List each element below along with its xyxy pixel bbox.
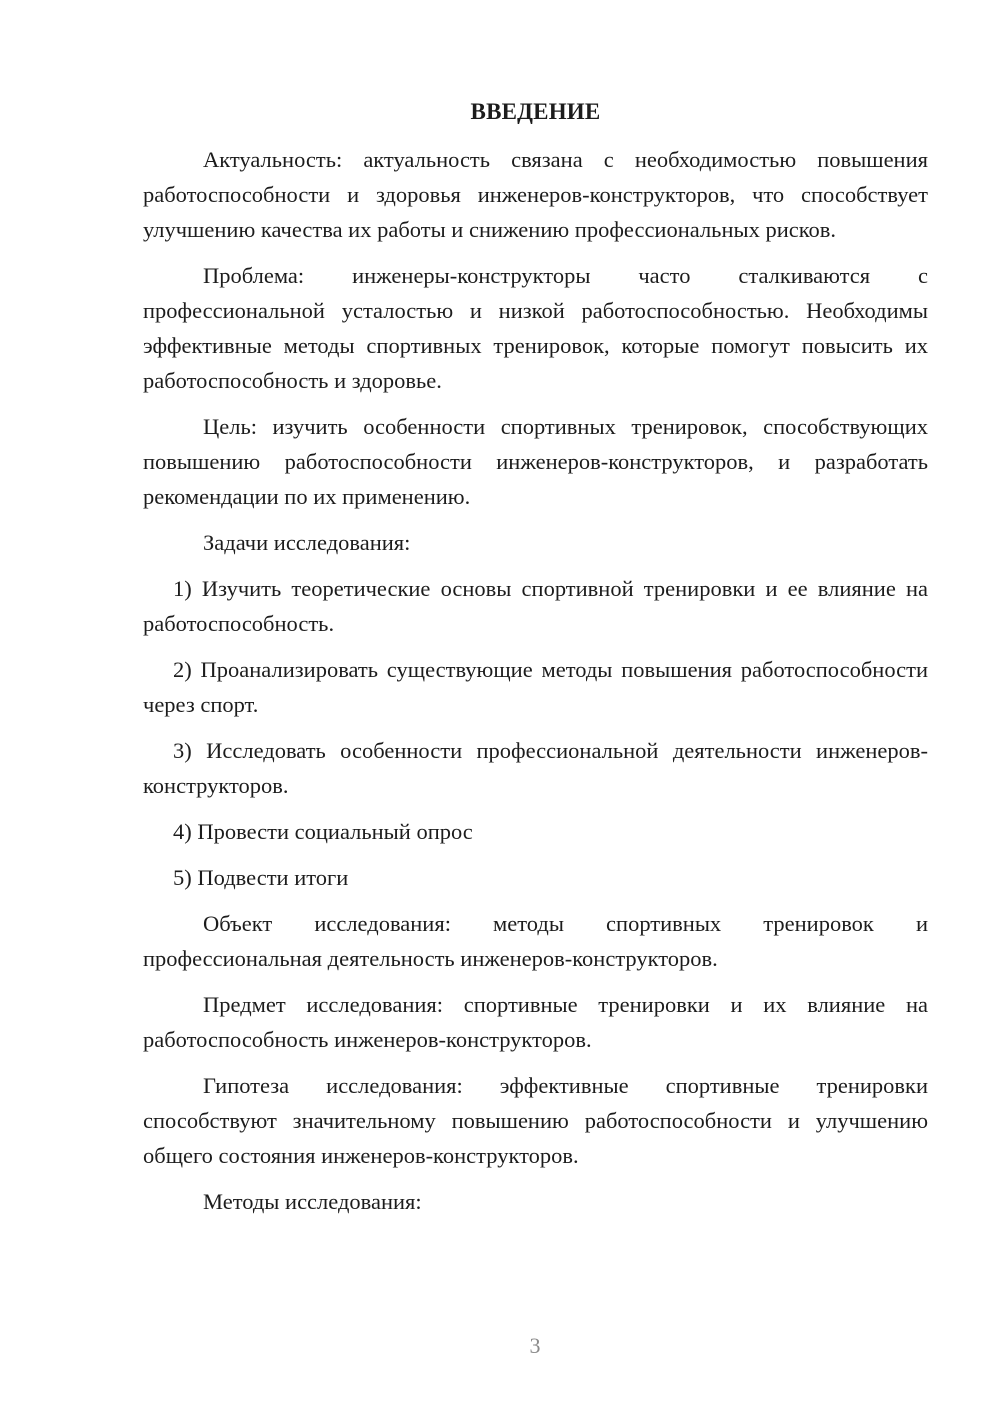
paragraph-methods-title: Методы исследования:: [203, 1189, 422, 1214]
paragraph-hypothesis: Гипотеза исследования: эффективные спортивные тренировки способствуют значительному повышению работоспособности и улучшению общего состояния инженеров-конструкторов.: [143, 1073, 928, 1168]
section-heading: ВВЕДЕНИЕ: [470, 99, 601, 124]
paragraph-subject: Предмет исследования: спортивные тренировки и их влияние на работоспособность инженеров-конструкторов.: [143, 992, 928, 1052]
task-item-5: 5) Подвести итоги: [173, 865, 349, 890]
paragraph-goal: Цель: изучить особенности спортивных тренировок, способствующих повышению работоспособности инженеров-конструкторов, и разработать рекомендации по их применению.: [143, 414, 928, 509]
page-number: 3: [529, 1333, 541, 1358]
paragraph-relevance: Актуальность: актуальность связана с необходимостью повышения работоспособности и здоровья инженеров-конструкторов, что способствует улучшению качества их работы и снижению профессиональных рисков.: [143, 147, 928, 242]
task-item-2: 2) Проанализировать существующие методы повышения работоспособности через спорт.: [143, 657, 928, 717]
document-body: [143, 94, 928, 1230]
paragraph-tasks-title: Задачи исследования:: [203, 530, 411, 555]
task-item-1: 1) Изучить теоретические основы спортивной тренировки и ее влияние на работоспособность.: [143, 576, 928, 636]
task-item-4: 4) Провести социальный опрос: [173, 819, 473, 844]
task-item-3: 3) Исследовать особенности профессиональной деятельности инженеров-конструкторов.: [143, 738, 928, 798]
paragraph-problem: Проблема: инженеры-конструкторы часто сталкиваются с профессиональной усталостью и низкой работоспособностью. Необходимы эффективные методы спортивных тренировок, которые помогут повысить их работоспособность и здоровье.: [143, 263, 928, 393]
paragraph-object: Объект исследования: методы спортивных тренировок и профессиональная деятельность инженеров-конструкторов.: [143, 911, 928, 971]
